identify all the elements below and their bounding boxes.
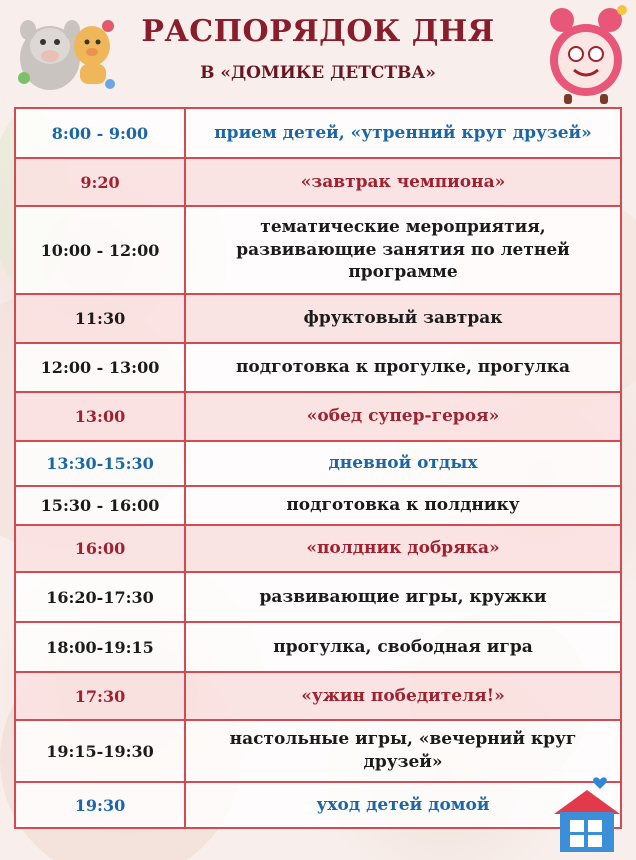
time-cell: 16:20-17:30 [16,573,186,621]
activity-cell: дневной отдых [328,453,478,474]
activity-cell: подготовка к прогулке, прогулка [235,357,571,378]
activity-cell: подготовка к полднику [286,495,520,516]
table-row [16,205,620,293]
activity-cell: настольные игры, «вечерний круг друзей» [229,729,577,772]
table-row [16,440,620,485]
activity-cell: прогулка, свободная игра [273,636,533,657]
table-row [16,391,620,440]
activity-cell: тематические мероприятия, развивающие занятия по летней программе [236,216,570,283]
schedule-table [14,107,622,829]
table-row [16,157,620,205]
page-subtitle: В «ДОМИКЕ ДЕТСТВА» [200,63,436,83]
time-cell: 13:00 [16,393,186,440]
page-title: РАСПОРЯДОК ДНЯ [141,14,495,49]
table-row [16,571,620,621]
table-row [16,621,620,671]
time-cell: 12:00 - 13:00 [16,344,186,391]
time-cell: 9:20 [16,159,186,205]
table-row [16,781,620,827]
table-row [16,524,620,571]
activity-cell: прием детей, «утренний круг друзей» [214,122,592,143]
activity-cell: развивающие игры, кружки [259,586,547,607]
time-cell: 16:00 [16,526,186,571]
activity-cell: уход детей домой [316,794,490,815]
time-cell: 10:00 - 12:00 [16,207,186,293]
table-row [16,485,620,524]
table-row [16,671,620,719]
activity-cell: «ужин победителя!» [301,685,505,706]
table-row [16,342,620,391]
time-cell: 11:30 [16,295,186,342]
time-cell: 13:30-15:30 [16,442,186,485]
table-row [16,293,620,342]
time-cell: 19:30 [16,783,186,827]
activity-cell: фруктовый завтрак [303,308,503,329]
time-cell: 17:30 [16,673,186,719]
time-cell: 15:30 - 16:00 [16,487,186,524]
time-cell: 19:15-19:30 [16,721,186,781]
time-cell: 8:00 - 9:00 [16,109,186,157]
house-logo-icon [548,774,626,854]
activity-cell: «полдник добряка» [306,538,500,559]
table-row [16,109,620,157]
activity-cell: «обед супер-героя» [306,406,500,427]
activity-cell: «завтрак чемпиона» [300,171,506,192]
table-row [16,719,620,781]
time-cell: 18:00-19:15 [16,623,186,671]
